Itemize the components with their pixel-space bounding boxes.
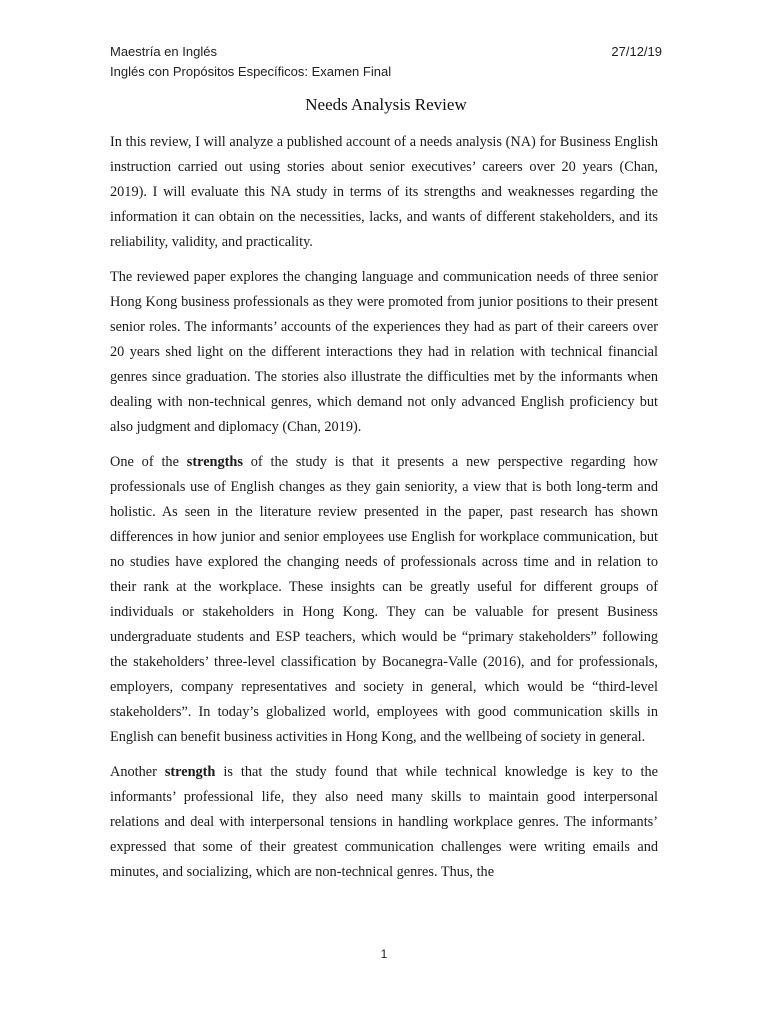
document-title: Needs Analysis Review bbox=[305, 95, 467, 114]
paragraph-strength-2 bbox=[110, 760, 658, 885]
paragraph-intro: In this review, I will analyze a published account of a needs analysis (NA) for Business English instruction carried out using stories about senior executives’ careers over 20 years (Chan, 2019). I will evaluate this NA study in terms of its strengths and weaknesses regarding the information it can obtain on the necessities, lacks, and wants of different stakeholders, and its reliability, validity, and practicality. bbox=[110, 134, 658, 250]
header-row bbox=[110, 42, 662, 62]
paragraph-text: One of the bbox=[110, 454, 187, 470]
page-number: 1 bbox=[380, 947, 388, 961]
header-date: 27/12/19 bbox=[611, 44, 662, 59]
program-name: Maestría en Inglés bbox=[110, 44, 217, 59]
bold-term: strengths bbox=[186, 454, 243, 470]
page-header bbox=[110, 42, 662, 82]
paragraph-summary: The reviewed paper explores the changing language and communication needs of three senior Hong Kong business professionals as they were promoted from junior positions to their present senior roles. The informants’ accounts of the experiences they had as part of their careers over 20 years shed light on the different interactions they had in relation with technical financial genres since graduation. The stories also illustrate the difficulties met by the informants when dealing with non-technical genres, which demand not only advanced English proficiency but also judgment and diplomacy (Chan, 2019). bbox=[110, 269, 658, 435]
paragraph-strength-1 bbox=[110, 450, 658, 750]
course-name: Inglés con Propósitos Específicos: Examen Final bbox=[110, 64, 392, 79]
paragraph-text: Another bbox=[110, 764, 165, 780]
paragraph-text: is that the study found that while technical knowledge is key to the informants’ professional life, they also need many skills to maintain good interpersonal relations and deal with interpersonal tensions in handling workplace genres. The informants’ expressed that some of their greatest communication challenges were writing emails and minutes, and socializing, which are non-technical genres. Thus, the bbox=[110, 764, 658, 880]
bold-term: strength bbox=[164, 764, 216, 780]
paragraph-text: of the study is that it presents a new perspective regarding how professionals use of English changes as they gain seniority, a view that is both long-term and holistic. As seen in the literature review presented in the paper, past research has shown differences in how junior and senior employees use English for workplace communication, but no studies have explored the changing needs of professionals across time and in relation to their rank at the workplace. These insights can be greatly useful for different groups of individuals or stakeholders in Hong Kong. They can be valuable for present Business undergraduate students and ESP teachers, which would be “primary stakeholders” following the stakeholders’ three-level classification by Bocanegra-Valle (2016), and for professionals, employers, company representatives and society in general, which would be “third-level stakeholders”. In today’s globalized world, employees with good communication skills in English can benefit business activities in Hong Kong, and the wellbeing of society in general. bbox=[110, 454, 658, 745]
document-body bbox=[110, 130, 658, 895]
